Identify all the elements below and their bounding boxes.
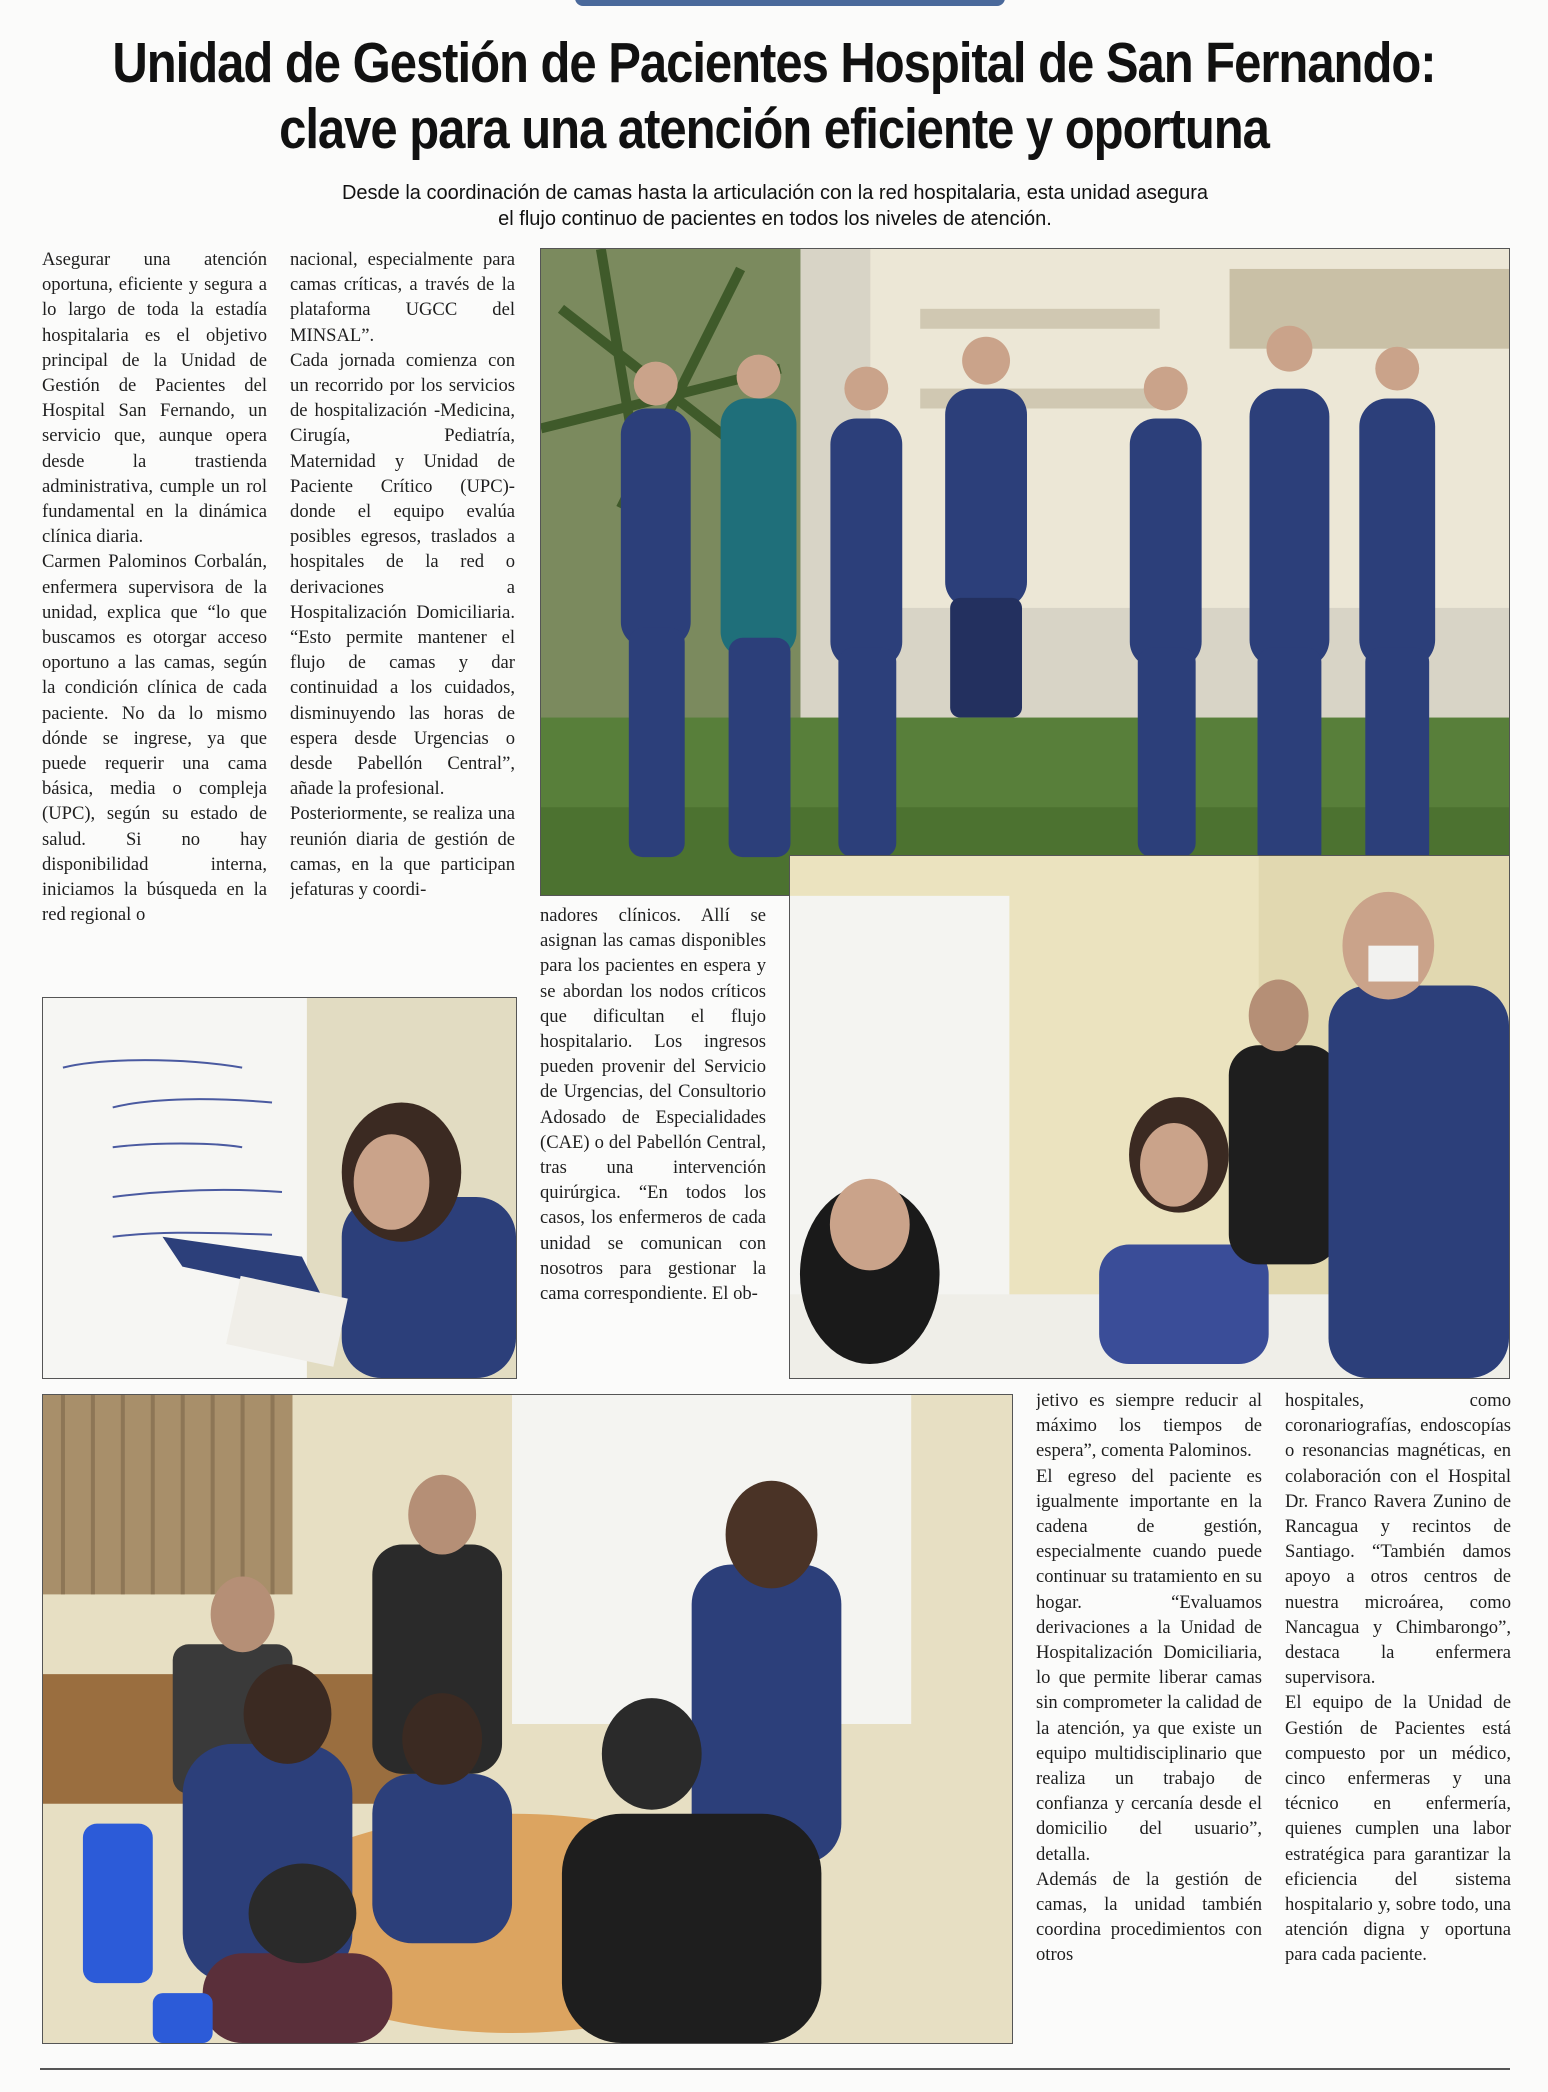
article-column-3: nadores clínicos. Allí se asignan las camas disponibles para los pacientes en espera y se abordan los nodos críticos que dificultan el flujo hospitalario. Los ingresos pueden provenir del Servicio de Urgencias, del Consultorio Adosado de Especialidades (CAE) o del Pabellón Central, tras una intervención quirúrgica. “En todos los casos, los enfermeros de cada unidad se comunican con nosotros para gestionar la cama correspondiente. El ob- xyxy=(540,905,766,1305)
article-subtitle xyxy=(250,180,1300,232)
whiteboard-photo xyxy=(42,997,517,1379)
previous-section-header xyxy=(575,0,1005,6)
article-column-2: nacional, especialmente para camas críticas, a través de la plataforma UGCC del MINSAL”. Cada jornada comienza con un recorrido por los servicios de hospitalización -Medicina, Cirugía, Pediatría, Maternidad y Unidad de Paciente Crítico (UPC)- donde el equipo evalúa posibles egresos, traslados a hospitales de la red o derivaciones a Hospitalización Domiciliaria. “Esto permite mantener el flujo de camas y dar continuidad a los cuidados, disminuyendo las horas de espera desde Urgencias o desde Pabellón Central”, añade la profesional. Posteriormente, se realiza una reunión diaria de gestión de camas, en la que participan jefaturas y coordi- xyxy=(290,249,515,901)
office-photo-illustration xyxy=(43,1395,1012,2043)
page-bottom-rule xyxy=(40,2068,1510,2070)
office-photo xyxy=(42,1394,1013,2044)
meeting-photo xyxy=(789,855,1510,1379)
article-column-5: hospitales, como coronariografías, endoscopías o resonancias magnéticas, en colaboración con el Hospital Dr. Franco Ravera Zunino de Rancagua y recintos de Santiago. “También damos apoyo a otros centros de nuestra microárea, como Nancagua y Chimbarongo”, destaca la enfermera supervisora. El equipo de la Unidad de Gestión de Pacientes está compuesto por un médico, cinco enfermeras y una técnico en enfermería, quienes cumplen una labor estratégica para garantizar la eficiencia del sistema hospitalario y, sobre todo, una atención digna y oportuna para cada paciente. xyxy=(1285,1390,1511,1966)
article-title xyxy=(108,30,1439,162)
meeting-photo-illustration xyxy=(790,856,1509,1378)
subtitle-line-1: Desde la coordinación de camas hasta la articulación con la red hospitalaria, esta unidad asegura xyxy=(341,182,1209,204)
title-line-1: Unidad de Gestión de Pacientes Hospital de San Fernando: xyxy=(112,31,1436,95)
title-line-2: clave para una atención eficiente y oportuna xyxy=(279,97,1269,161)
team-photo xyxy=(540,248,1510,896)
article-column-1: Asegurar una atención oportuna, eficiente y segura a lo largo de toda la estadía hospitalaria es el objetivo principal de la Unidad de Gestión de Pacientes del Hospital San Fernando, un servicio que, aunque opera desde la trastienda administrativa, cumple un rol fundamental en la dinámica clínica diaria. Carmen Palominos Corbalán, enfermera supervisora de la unidad, explica que “lo que buscamos es otorgar acceso oportuno a las camas, según la condición clínica de cada paciente. No da lo mismo dónde se ingrese, ya que puede requerir una cama básica, media o compleja (UPC), según su estado de salud. Si no hay disponibilidad interna, iniciamos la búsqueda en la red regional o xyxy=(42,249,267,926)
article-column-4: jetivo es siempre reducir al máximo los tiempos de espera”, comenta Palominos. El egreso del paciente es igualmente importante en la cadena de gestión, especialmente cuando puede continuar su tratamiento en su hogar. “Evaluamos derivaciones a la Unidad de Hospitalización Domiciliaria, lo que permite liberar camas sin comprometer la calidad de la atención, ya que existe un equipo multidisciplinario que realiza un trabajo de confianza y cercanía desde el domicilio del usuario”, detalla. Además de la gestión de camas, la unidad también coordina procedimientos con otros xyxy=(1036,1390,1262,1966)
whiteboard-photo-illustration xyxy=(43,998,516,1378)
team-photo-illustration xyxy=(541,249,1509,895)
subtitle-line-2: el flujo continuo de pacientes en todos los niveles de atención. xyxy=(498,208,1052,230)
